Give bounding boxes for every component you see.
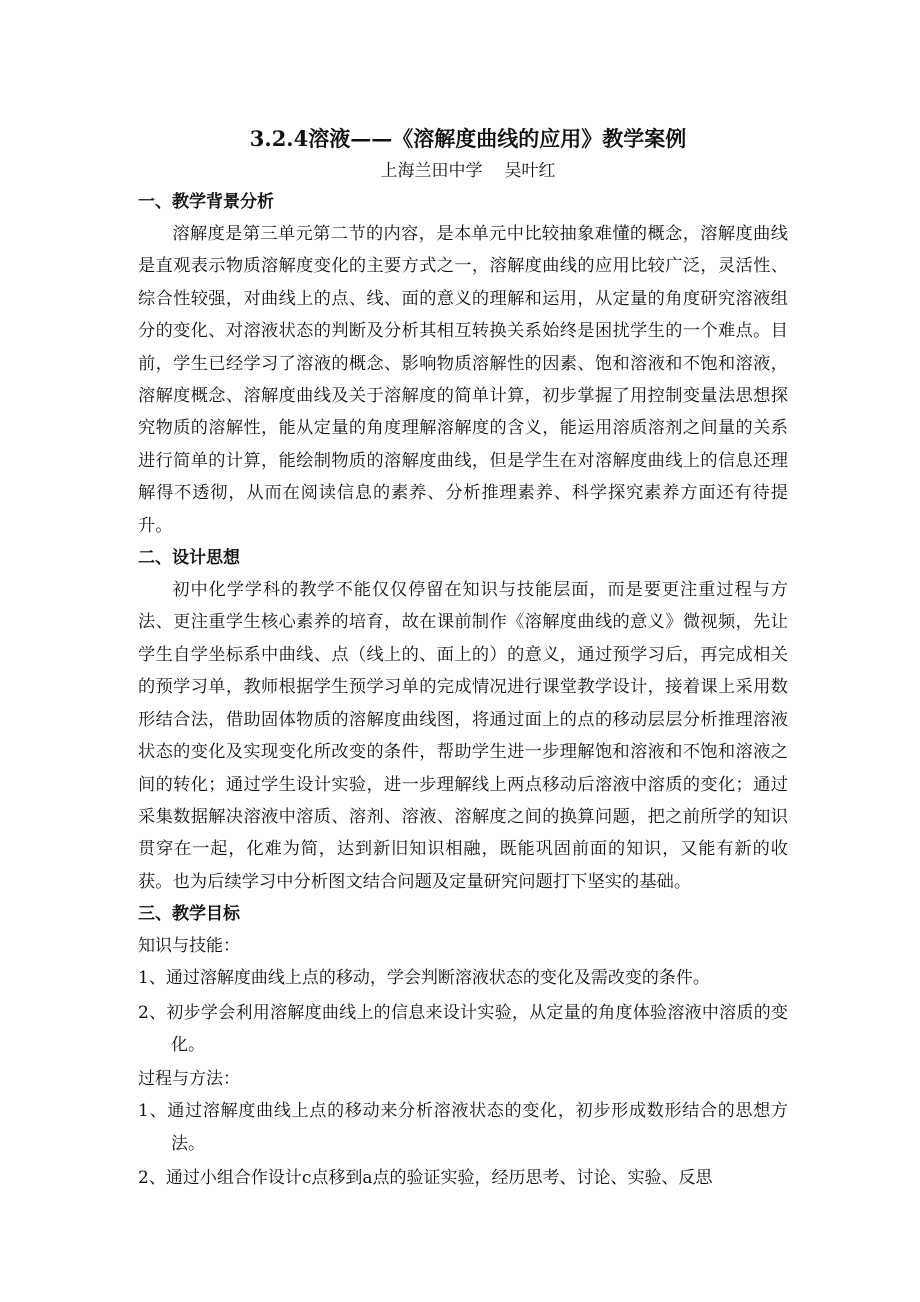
process-item: 2、通过小组合作设计c点移到a点的验证实验，经历思考、讨论、实验、反思 — [138, 1168, 713, 1189]
knowledge-item: 2、初步学会利用溶解度曲线上的信息来设计实验，从定量的角度体验溶液中溶质的变化。 — [138, 1002, 788, 1055]
section-heading-objectives: 三、教学目标 — [138, 904, 240, 925]
author-name: 吴叶红 — [504, 161, 556, 181]
section-heading-design: 二、设计思想 — [138, 548, 240, 569]
background-paragraph: 溶解度是第三单元第二节的内容，是本单元中比较抽象难懂的概念，溶解度曲线是直观表示物质溶解度变化的主要方式之一，溶解度曲线的应用比较广泛，灵活性、综合性较强，对曲线上的点、线、面的意义的理解和运用，从定量的角度研究溶液组分的变化、对溶液状态的判断及分析其相互转换关系始终是困扰学生的一个难点。目前，学生已经学习了溶液的概念、影响物质溶解性的因素、饱和溶液和不饱和溶液，溶解度概念、溶解度曲线及关于溶解度的简单计算，初步掌握了用控制变量法思想探究物质的溶解性，能从定量的角度理解溶解度的含义，能运用溶质溶剂之间量的关系进行简单的计算，能绘制物质的溶解度曲线，但是学生在对溶解度曲线上的信息还理解得不透彻，从而在阅读信息的素养、分析推理素养、科学探究素养方面还有待提升。 — [138, 224, 788, 536]
knowledge-item: 1、通过溶解度曲线上点的移动，学会判断溶液状态的变化及需改变的条件。 — [138, 968, 710, 989]
process-item: 1、通过溶解度曲线上点的移动来分析溶液状态的变化，初步形成数形结合的思想方法。 — [138, 1101, 788, 1154]
design-paragraph: 初中化学学科的教学不能仅仅停留在知识与技能层面，而是要更注重过程与方法、更注重学生核心素养的培育，故在课前制作《溶解度曲线的意义》微视频，先让学生自学坐标系中曲线、点（线上的、面上的）的意义，通过预学习后，再完成相关的预学习单，教师根据学生预学习单的完成情况进行课堂教学设计，接着课上采用数形结合法，借助固体物质的溶解度曲线图，将通过面上的点的移动层层分析推理溶液状态的变化及实现变化所改变的条件，帮助学生进一步理解饱和溶液和不饱和溶液之间的转化；通过学生设计实验，进一步理解线上两点移动后溶液中溶质的变化；通过采集数据解决溶液中溶质、溶剂、溶液、溶解度之间的换算问题，把之前所学的知识贯穿在一起，化难为简，达到新旧知识相融，既能巩固前面的知识，又能有新的收获。也为后续学习中分析图文结合问题及定量研究问题打下坚实的基础。 — [138, 580, 788, 892]
knowledge-skills-label: 知识与技能： — [138, 936, 240, 957]
document-body — [138, 122, 788, 1197]
document-title: 3.2.4溶液——《溶解度曲线的应用》教学案例 — [249, 126, 687, 151]
process-method-label: 过程与方法： — [138, 1069, 240, 1090]
section-heading-background: 一、教学背景分析 — [138, 192, 274, 212]
school-name: 上海兰田中学 — [380, 161, 483, 181]
author-line — [148, 156, 788, 186]
